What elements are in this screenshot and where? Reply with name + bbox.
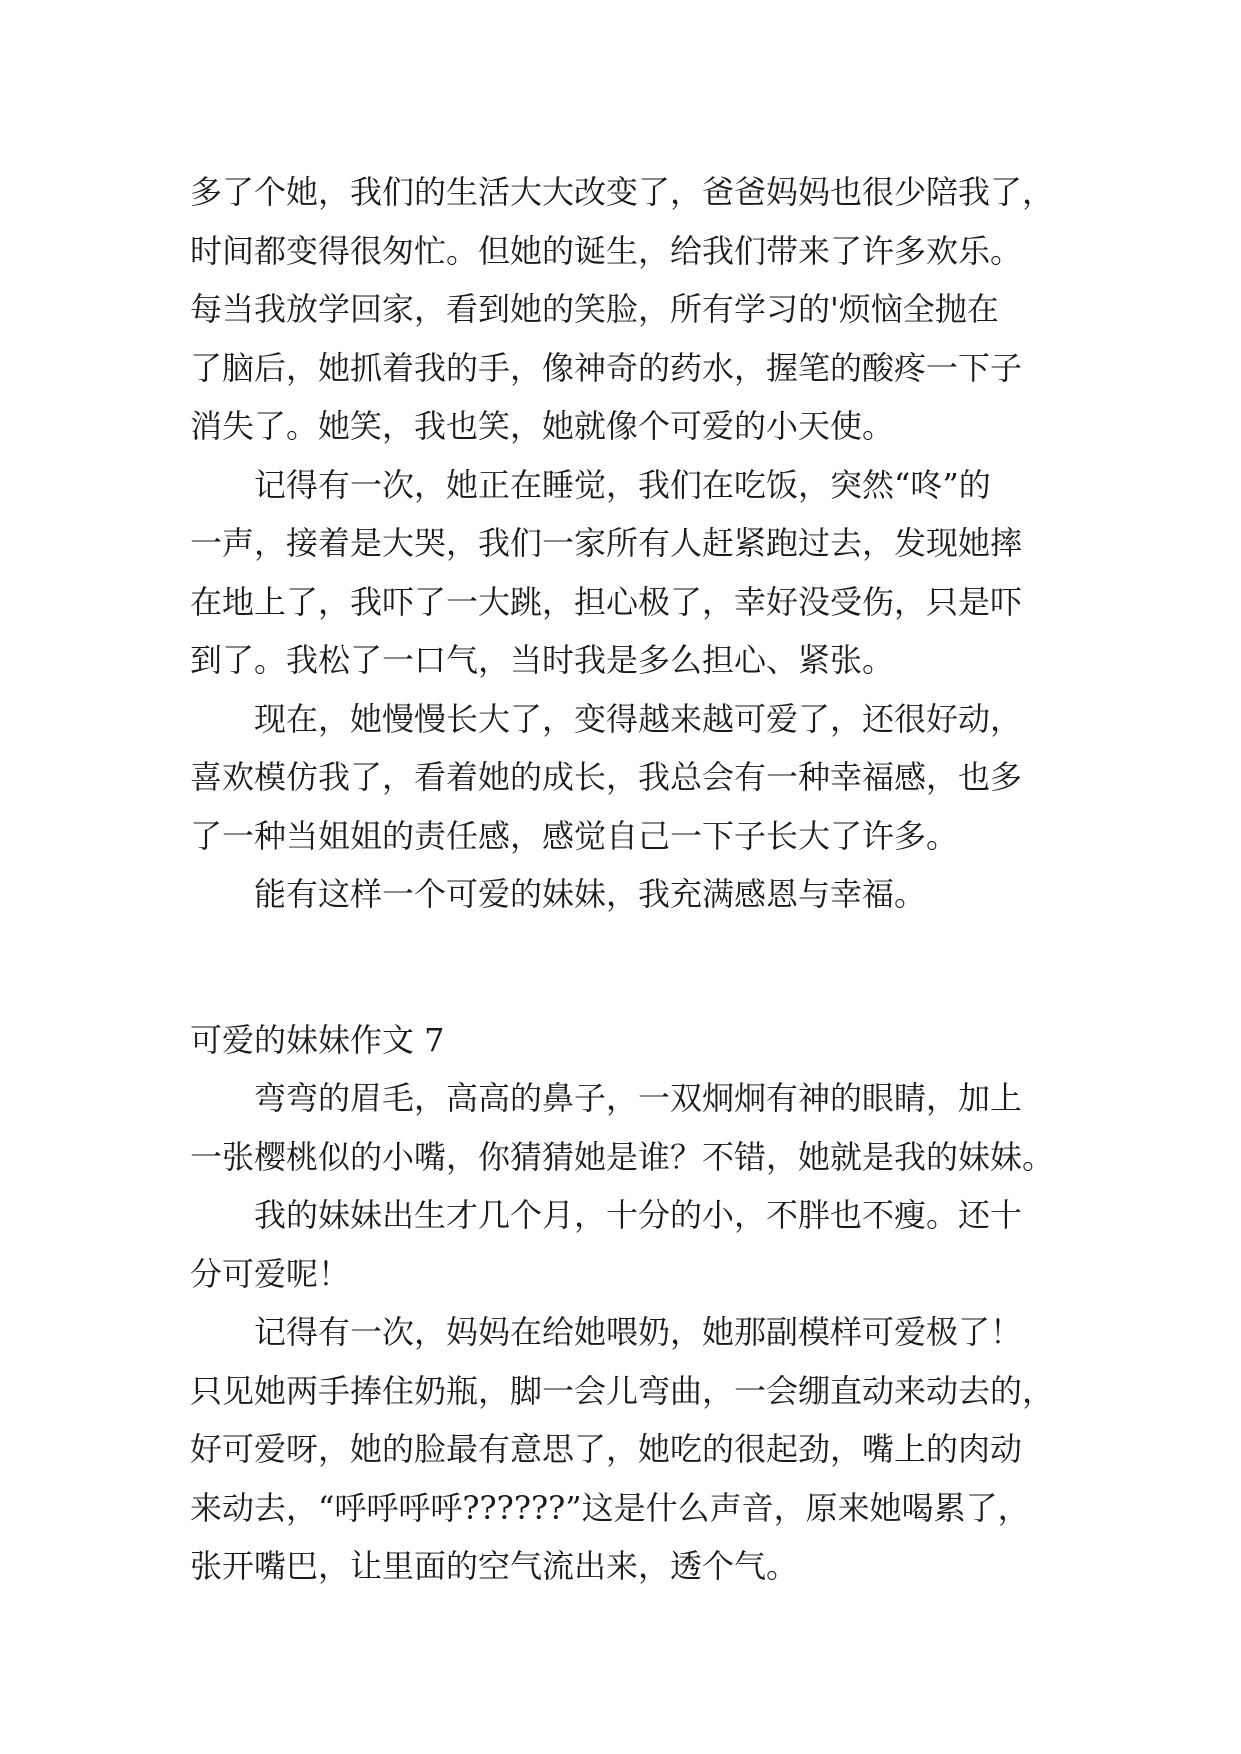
- text-line: 弯弯的眉毛，高高的鼻子，一双炯炯有神的眼睛，加上: [254, 1079, 1023, 1117]
- text-line: 来动去，“呼呼呼呼??????”这是什么声音，原来她喝累了，: [190, 1488, 1030, 1527]
- text-line: 分可爱呢！: [190, 1254, 351, 1293]
- text-line: 到了。我松了一口气，当时我是多么担心、紧张。: [190, 641, 895, 679]
- text-line: 记得有一次，她正在睡觉，我们在吃饭，突然“咚”的: [254, 465, 991, 504]
- text-line: 一张樱桃似的小嘴，你猜猜她是谁？不错，她就是我的妹妹。: [190, 1137, 1055, 1176]
- text-line: 在地上了，我吓了一大跳，担心极了，幸好没受伤，只是吓: [190, 582, 1023, 621]
- text-line: 能有这样一个可爱的妹妹，我充满感恩与幸福。: [254, 875, 927, 913]
- text-line: 了脑后，她抓着我的手，像神奇的药水，握笔的酸疼一下子: [190, 348, 1023, 387]
- paragraph-5: [190, 1069, 1070, 1186]
- document-body: [190, 163, 1070, 1596]
- text-line: 张开嘴巴，让里面的空气流出来，透个气。: [190, 1547, 799, 1585]
- text-line: 多了个她，我们的生活大大改变了，爸爸妈妈也很少陪我了，: [190, 173, 1055, 211]
- text-line: 我的妹妹出生才几个月，十分的小，不胖也不瘦。还十: [254, 1196, 1023, 1234]
- section-heading: 可爱的妹妹作文 7: [190, 1020, 445, 1059]
- text-line: 消失了。她笑，我也笑，她就像个可爱的小天使。: [190, 407, 895, 445]
- text-line: 现在，她慢慢长大了，变得越来越可爱了，还很好动，: [254, 699, 1023, 738]
- text-line: 记得有一次，妈妈在给她喂奶，她那副模样可爱极了！: [254, 1313, 1023, 1351]
- text-line: 时间都变得很匆忙。但她的诞生，给我们带来了许多欢乐。: [190, 231, 1023, 270]
- text-line: 喜欢模仿我了，看着她的成长，我总会有一种幸福感，也多: [190, 758, 1023, 796]
- paragraph-2: [190, 456, 1070, 690]
- paragraph-7: [190, 1303, 1070, 1596]
- text-line: 好可爱呀，她的脸最有意思了，她吃的很起劲，嘴上的肉动: [190, 1430, 1023, 1468]
- text-line: 只见她两手捧住奶瓶，脚一会儿弯曲，一会绷直动来动去的，: [190, 1371, 1055, 1410]
- paragraph-6: [190, 1186, 1070, 1303]
- text-line: 了一种当姐姐的责任感，感觉自己一下子长大了许多。: [190, 816, 959, 855]
- section-spacer: [190, 924, 1070, 1011]
- paragraph-1: [190, 163, 1070, 456]
- paragraph-3: [190, 690, 1070, 866]
- text-line: 一声，接着是大哭，我们一家所有人赶紧跑过去，发现她摔: [190, 524, 1023, 562]
- paragraph-4: [190, 865, 1070, 924]
- text-line: 每当我放学回家，看到她的笑脸，所有学习的'烦恼全抛在: [190, 290, 999, 328]
